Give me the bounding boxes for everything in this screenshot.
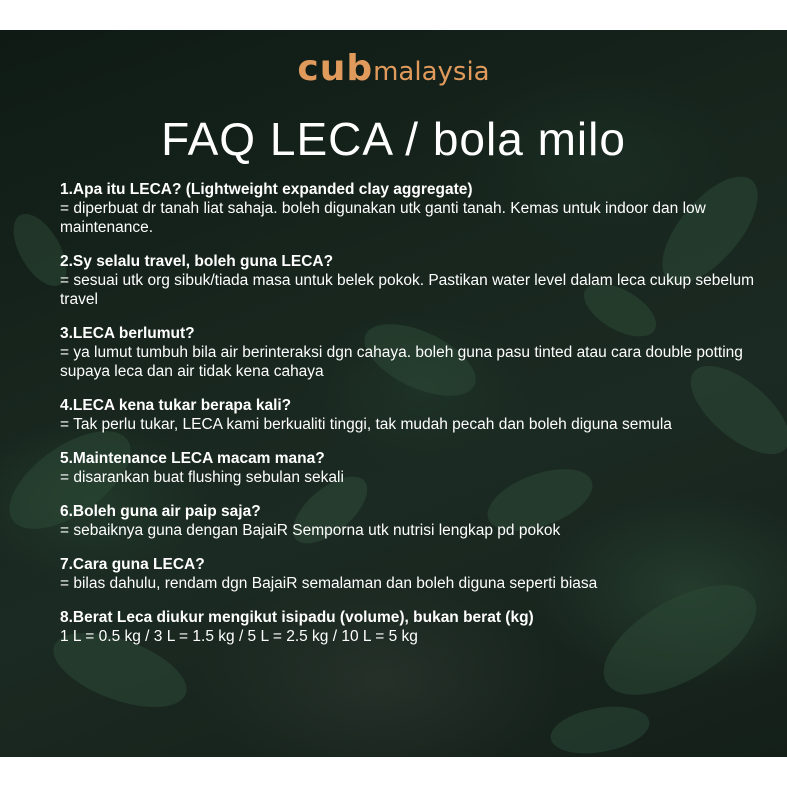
page-title: FAQ LECA / bola milo — [161, 113, 626, 165]
faq-answer: = ya lumut tumbuh bila air berinteraksi dgn cahaya. boleh guna pasu tinted atau cara double potting supaya leca dan air tidak kena cahaya — [60, 344, 743, 380]
faq-question: 7.Cara guna LECA? — [60, 556, 205, 573]
faq-question: 4.LECA kena tukar berapa kali? — [60, 397, 292, 414]
brand-logo-cub: cub — [297, 48, 374, 89]
faq-item — [60, 252, 760, 309]
faq-item — [60, 324, 760, 381]
faq-item — [60, 555, 760, 593]
faq-item — [60, 608, 760, 646]
faq-answer: = Tak perlu tukar, LECA kami berkualiti tinggi, tak mudah pecah dan boleh diguna semula — [60, 416, 672, 433]
faq-answer: = sesuai utk org sibuk/tiada masa untuk belek pokok. Pastikan water level dalam leca cukup sebelum travel — [60, 272, 755, 308]
faq-answer: 1 L = 0.5 kg / 3 L = 1.5 kg / 5 L = 2.5 kg / 10 L = 5 kg — [60, 628, 418, 645]
faq-item — [60, 396, 760, 434]
brand-logo — [0, 48, 787, 89]
faq-question: 3.LECA berlumut? — [60, 325, 195, 342]
faq-answer: = disarankan buat flushing sebulan sekali — [60, 469, 344, 486]
faq-answer: = bilas dahulu, rendam dgn BajaiR semalaman dan boleh diguna seperti biasa — [60, 575, 598, 592]
brand-logo-malaysia: malaysia — [373, 57, 490, 87]
faq-list — [60, 180, 760, 661]
faq-poster — [0, 30, 787, 757]
faq-question: 6.Boleh guna air paip saja? — [60, 503, 261, 520]
faq-question: 8.Berat Leca diukur mengikut isipadu (volume), bukan berat (kg) — [60, 609, 534, 626]
faq-question: 2.Sy selalu travel, boleh guna LECA? — [60, 253, 334, 270]
faq-item — [60, 449, 760, 487]
faq-item — [60, 502, 760, 540]
faq-question: 5.Maintenance LECA macam mana? — [60, 450, 325, 467]
faq-question: 1.Apa itu LECA? (Lightweight expanded clay aggregate) — [60, 181, 473, 198]
faq-answer: = sebaiknya guna dengan BajaiR Semporna utk nutrisi lengkap pd pokok — [60, 522, 561, 539]
faq-item — [60, 180, 760, 237]
faq-answer: = diperbuat dr tanah liat sahaja. boleh digunakan utk ganti tanah. Kemas untuk indoor dan low maintenance. — [60, 200, 706, 236]
